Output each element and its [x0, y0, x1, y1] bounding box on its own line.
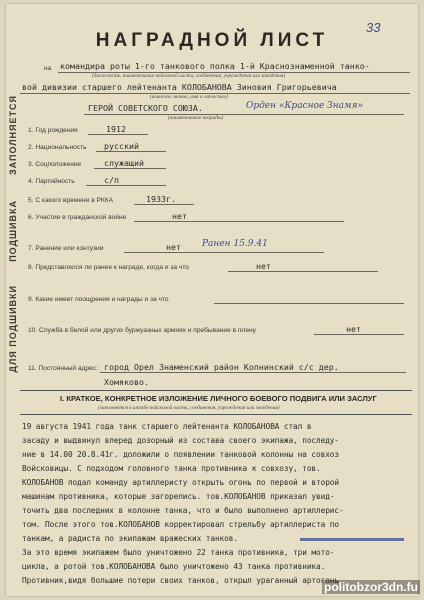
rule	[214, 303, 404, 304]
section-rule	[20, 390, 412, 391]
award-typed: ГЕРОЙ СОВЕТСКОГО СОЮЗА.	[88, 103, 203, 113]
rule	[86, 185, 166, 186]
field-label: 10. Служба в белой или других буржуазных армиях и пребывание в плену	[28, 327, 256, 334]
nominee-prefix: на	[44, 65, 52, 72]
rule	[94, 168, 166, 169]
caption-name: (воинское звание, имя и отчество)	[150, 94, 229, 100]
field-label: 8. Представлялся ли ранее к награде, когда и за что	[28, 264, 189, 271]
field-label: 4. Партийность	[28, 178, 75, 185]
body-line: том. После этого тов.КОЛОБАНОВ корректировал стрельбу артиллериста по	[22, 520, 339, 529]
rule	[228, 271, 378, 272]
sidebar-label: ПОДШИВКА	[8, 200, 18, 262]
sidebar-label: ЗАПОЛНЯЕТСЯ	[8, 95, 18, 176]
wound-handwritten: Ранен 15.9.41	[202, 239, 268, 249]
nominee-position: командира роты 1-го танкового полка 1-й Краснознаменной танко-	[60, 61, 370, 71]
rule	[84, 114, 404, 115]
field-value: город Орел Знаменский район Копнинский с/с дер.	[104, 362, 339, 372]
section-caption: (заполняется в штабе войсковой части, соединения, учреждения или заведения)	[98, 405, 280, 411]
rule	[88, 134, 148, 135]
field-value: 1933г.	[146, 194, 176, 204]
field-value: нет	[172, 211, 187, 221]
rule	[134, 221, 344, 222]
caption-position: (должность, наименование войсковой части, соединения, учреждения или заведения)	[92, 73, 286, 79]
body-line: танкам, а радиста по экипажам вражеских танков.	[22, 534, 238, 543]
caption-award: (наименование награды)	[168, 115, 224, 121]
rule	[314, 334, 404, 335]
body-line: ние в 14.00 20.8.41г. доложили о появлении танковой колонны на совхоз	[22, 450, 339, 459]
nominee-name: вой дивизии старшего лейтенанта КОЛОБАНОВА Зиновия Григорьевича	[22, 82, 337, 92]
rule	[134, 204, 194, 205]
rule	[124, 252, 324, 253]
field-label: 3. Соцположение	[28, 161, 82, 168]
award-handwritten: Орден «Красное Знамя»	[246, 101, 363, 111]
site-watermark: politobzor3dn.fu	[324, 580, 418, 594]
address-continued: Хомяково.	[104, 377, 149, 387]
field-value: нет	[346, 324, 361, 334]
body-line: 19 августа 1941 года танк старшего лейтенанта КОЛОБАНОВА стал в	[22, 422, 312, 431]
field-value: 1912	[106, 124, 126, 134]
field-label: 2. Национальность	[28, 144, 87, 151]
field-value: нет	[166, 242, 181, 252]
document-title: НАГРАДНОЙ ЛИСТ	[95, 30, 329, 51]
field-value: служащий	[104, 158, 144, 168]
field-label: 6. Участие в гражданской войне	[28, 214, 127, 221]
field-label: 11. Постоянный адрес:	[28, 365, 98, 372]
field-label: 9. Какие имеет поощрения и награды и за что	[28, 296, 169, 303]
body-line: Войсковицы. С подходом головного танка противника к совхозу, тов.	[22, 464, 321, 473]
field-value: с/п	[104, 175, 119, 185]
rule	[96, 151, 166, 152]
handwritten-strikeout	[300, 538, 404, 541]
sidebar-label: ДЛЯ ПОДШИВКИ	[8, 285, 18, 373]
field-value: русский	[104, 141, 139, 151]
field-value: нет	[256, 261, 271, 271]
body-line: засаду и выдвинул вперед дозорный из состава своего экипажа, последу-	[22, 436, 339, 445]
body-line: КОЛОБАНОВ подал команду артиллеристу открыть огонь по первой и второй	[22, 478, 339, 487]
field-label: 7. Ранение или контузии	[28, 245, 104, 252]
rule	[100, 372, 406, 373]
handwritten-sheet-number: 33	[366, 20, 381, 35]
body-line: машинам противника, которые загорелись. тов.КОЛОБАНОВ приказал увид-	[22, 492, 335, 501]
body-line: Противник,видя большие потери своих танков, открыл ураганный артогонь	[22, 576, 339, 585]
body-line: За это время экипажем было уничтожено 22 танка противника, три мото-	[22, 548, 335, 557]
section-rule	[20, 414, 412, 415]
binding-margin	[6, 95, 26, 395]
field-label: 1. Год рождения	[28, 127, 78, 134]
body-line: точить два последних в колонне танка, что и было выполнено артиллерис-	[22, 506, 344, 515]
section-title: I. КРАТКОЕ, КОНКРЕТНОЕ ИЗЛОЖЕНИЕ ЛИЧНОГО БОЕВОГО ПОДВИГА ИЛИ ЗАСЛУГ	[60, 394, 377, 403]
body-line: цикла, а ротой тов.КОЛОБАНОВА было уничтожено 43 танка противника.	[22, 562, 326, 571]
field-label: 5. С какого времени в РККА	[28, 197, 114, 204]
